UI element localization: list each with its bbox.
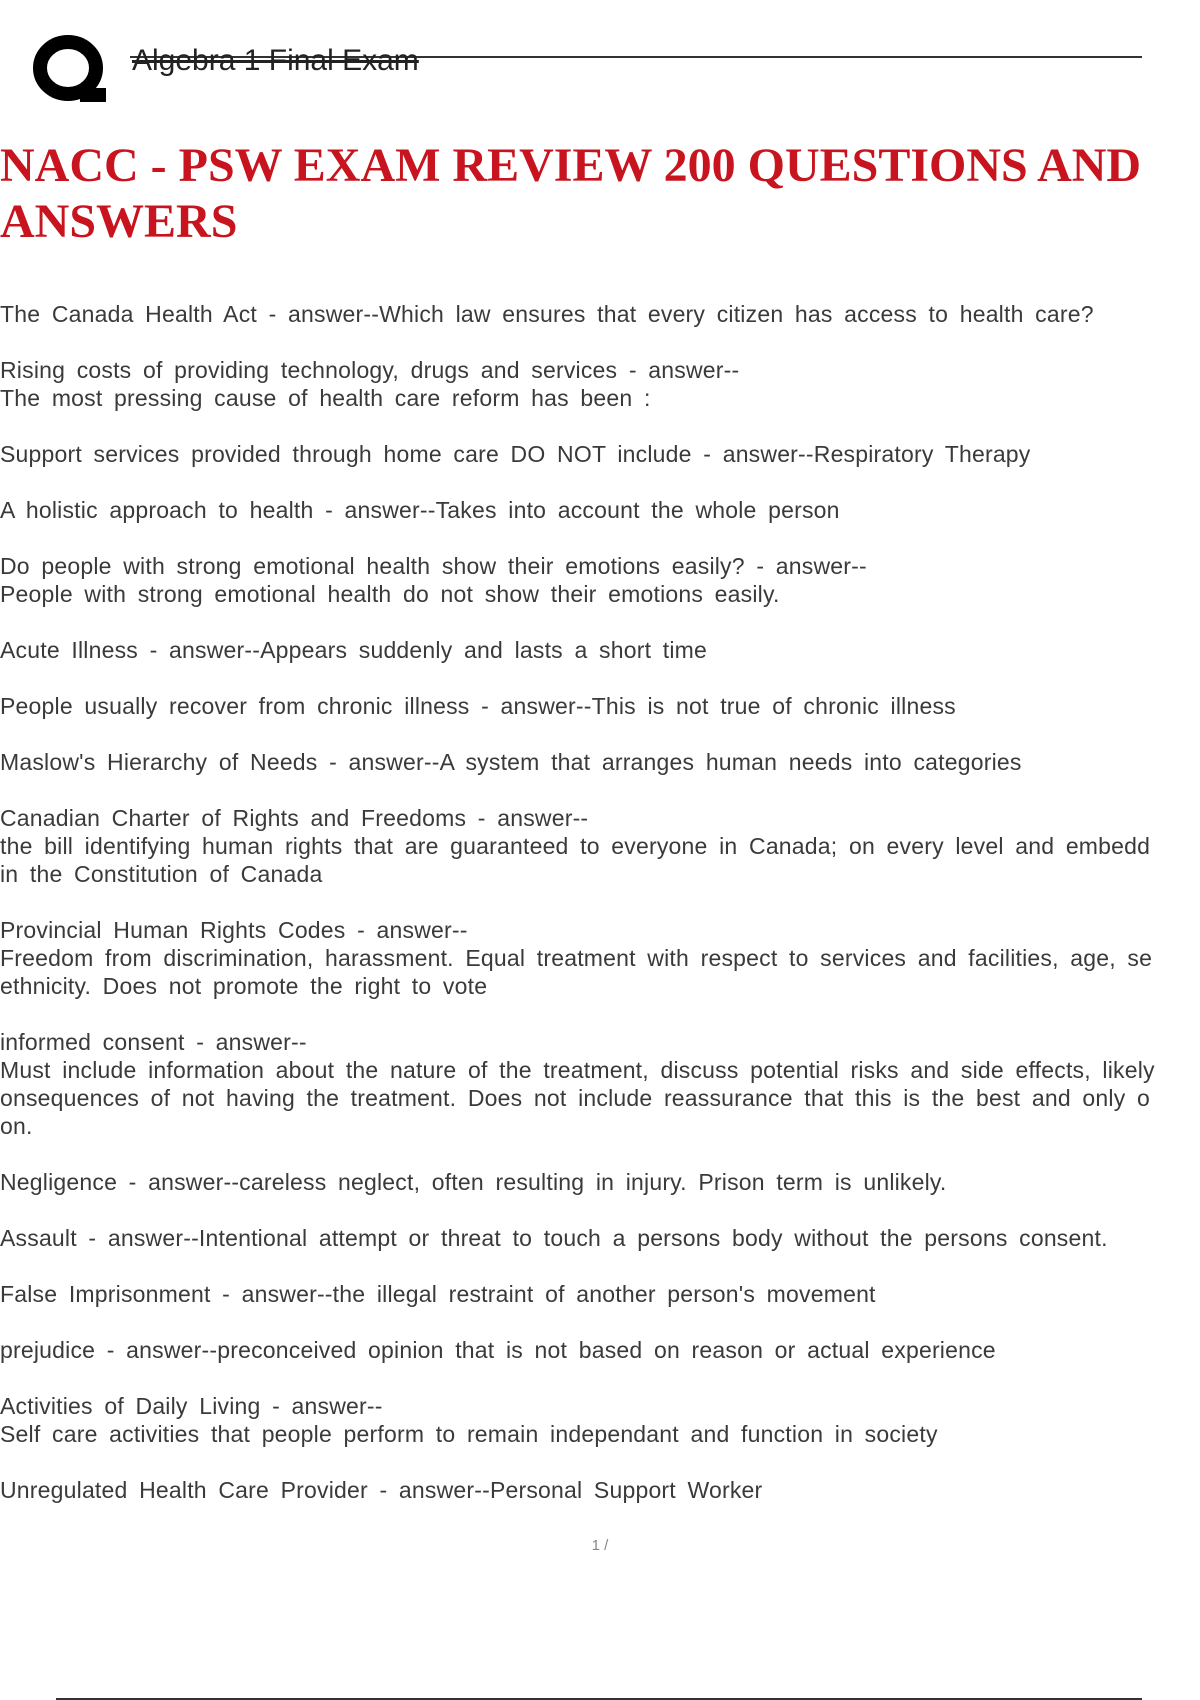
- qa-item: [0, 300, 1200, 328]
- qa-line: Acute Illness - answer--Appears suddenly and lasts a short time: [0, 637, 708, 663]
- page-header: [0, 0, 1200, 130]
- qa-line: Canadian Charter of Rights and Freedoms - answer--: [0, 805, 589, 831]
- qa-line: Activities of Daily Living - answer--: [0, 1393, 383, 1419]
- document-title: NACC - PSW EXAM REVIEW 200 QUESTIONS AND ANSWERS: [0, 139, 1142, 248]
- qa-line: Maslow's Hierarchy of Needs - answer--A system that arranges human needs into categories: [0, 749, 1022, 775]
- qa-item: [0, 1392, 1200, 1448]
- qa-line: Support services provided through home care DO NOT include - answer--Respiratory Therapy: [0, 441, 1031, 467]
- qa-item: [0, 1476, 1200, 1504]
- page-number: 1 /: [591, 1537, 609, 1554]
- qa-line: Provincial Human Rights Codes - answer--: [0, 917, 468, 943]
- qa-item: [0, 1028, 1200, 1140]
- qa-item: [0, 1168, 1200, 1196]
- qa-line: False Imprisonment - answer--the illegal restraint of another person's movement: [0, 1281, 876, 1307]
- qa-line: The most pressing cause of health care reform has been :: [0, 385, 651, 411]
- qa-line: A holistic approach to health - answer--Takes into account the whole person: [0, 497, 840, 523]
- qa-line: ethnicity. Does not promote the right to vote: [0, 973, 488, 999]
- qa-line: People usually recover from chronic illness - answer--This is not true of chronic illness: [0, 693, 956, 719]
- q-logo-icon: [30, 30, 110, 110]
- qa-line: Unregulated Health Care Provider - answer--Personal Support Worker: [0, 1477, 763, 1503]
- qa-item: [0, 1224, 1200, 1252]
- qa-item: [0, 748, 1200, 776]
- qa-line: onsequences of not having the treatment. Does not include reassurance that this is the best and only o: [0, 1085, 1151, 1111]
- qa-line: The Canada Health Act - answer--Which law ensures that every citizen has access to health care?: [0, 301, 1094, 327]
- qa-line: Must include information about the nature of the treatment, discuss potential risks and side effects, likely: [0, 1057, 1155, 1083]
- qa-line: People with strong emotional health do not show their emotions easily.: [0, 581, 780, 607]
- qa-item: [0, 692, 1200, 720]
- qa-line: prejudice - answer--preconceived opinion that is not based on reason or actual experience: [0, 1337, 996, 1363]
- qa-line: informed consent - answer--: [0, 1029, 307, 1055]
- qa-item: [0, 804, 1200, 888]
- qa-item: [0, 356, 1200, 412]
- qa-line: in the Constitution of Canada: [0, 861, 323, 887]
- qa-item: [0, 916, 1200, 1000]
- qa-item: [0, 496, 1200, 524]
- qa-item: [0, 1280, 1200, 1308]
- qa-line: Do people with strong emotional health show their emotions easily? - answer--: [0, 553, 867, 579]
- header-title: Algebra 1 Final Exam: [132, 44, 419, 77]
- qa-line: Assault - answer--Intentional attempt or threat to touch a persons body without the persons consent.: [0, 1225, 1108, 1251]
- qa-item: [0, 440, 1200, 468]
- qa-list: [0, 300, 1200, 1532]
- qa-line: Freedom from discrimination, harassment. Equal treatment with respect to services and facilities, age, se: [0, 945, 1153, 971]
- qa-line: Self care activities that people perform to remain independant and function in society: [0, 1421, 938, 1447]
- qa-item: [0, 636, 1200, 664]
- qa-line: the bill identifying human rights that are guaranteed to everyone in Canada; on every level and embedd: [0, 833, 1151, 859]
- qa-line: on.: [0, 1113, 33, 1139]
- qa-item: [0, 1336, 1200, 1364]
- qa-line: Rising costs of providing technology, drugs and services - answer--: [0, 357, 740, 383]
- qa-item: [0, 552, 1200, 608]
- qa-line: Negligence - answer--careless neglect, often resulting in injury. Prison term is unlikely.: [0, 1169, 947, 1195]
